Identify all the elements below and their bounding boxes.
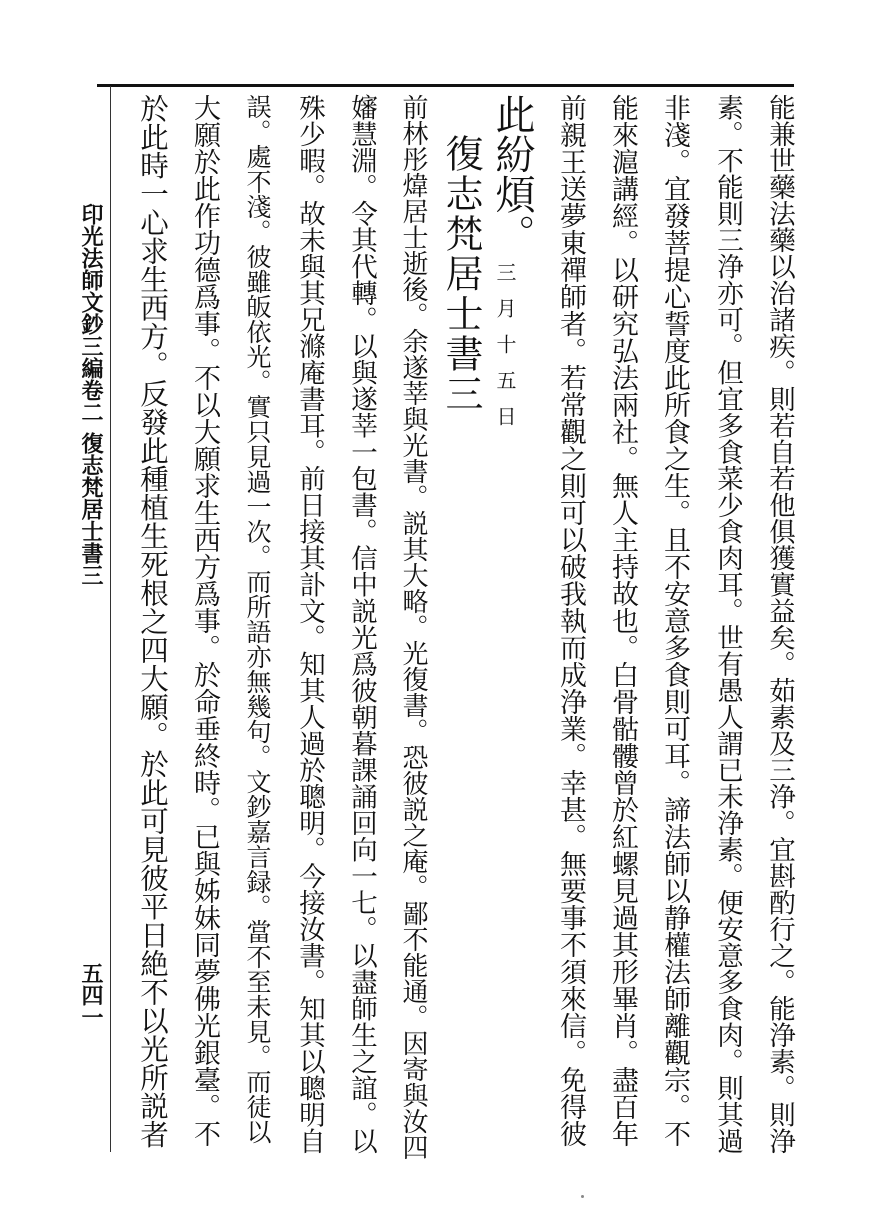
text-column-2: 素。不能則三浄亦可。但宜多食菜少食肉耳。世有愚人謂已未浄素。便安意多食肉。則其過 — [712, 94, 743, 1154]
letter-title: 復志梵居士書三 — [439, 134, 483, 414]
text-column-10: 殊少暇。故未與其兄滌庵書耳。前日接其訃文。知其人過於聰明。今接汝書。知其以聰明自 — [294, 94, 325, 1154]
text-column-11: 誤。處不淺。彼雖皈依光。實只見過一次。而所語亦無幾句。文鈔嘉言録。當不至未見。而徒以 — [243, 94, 272, 1144]
section-title-margin: 復志梵居士書三 — [78, 432, 104, 586]
text-column-4: 能來滬講經。以研究弘法兩社。無人主持故也。白骨骷髏曾於紅螺見過其形畢肖。盡百年 — [607, 94, 638, 1147]
margin-rule — [110, 86, 111, 1152]
text-column-5: 前親王送夢東禪師者。若常觀之則可以破我執而成浄業。幸甚。無要事不須來信。免得彼 — [555, 94, 586, 1147]
text-column-13: 於此時一心求生西方。反發此種植生死根之四大願。於此可見彼平日絶不以光所説者 — [136, 94, 169, 1149]
date-note: 三月十五日 — [493, 262, 517, 442]
text-column-12: 大願於此作功德爲事。不以大願求生西方爲事。於命垂終時。已與姊妹同夢佛光銀臺。不 — [189, 94, 220, 1147]
text-column-8: 前林彤煒居士逝後。余遂莘與光書。説其大略。光復書。恐彼説之庵。鄙不能通。因寄與汝四 — [398, 94, 428, 1160]
top-rule — [97, 84, 794, 87]
page-number: 五四一 — [78, 962, 104, 1028]
text-column-6: 此紛煩。 — [489, 94, 535, 254]
text-column-1: 能兼世藥法藥以治諸疾。則若自若他俱獲實益矣。茹素及三浄。宜斟酌行之。能浄素。則浄 — [764, 94, 795, 1154]
scan-speck — [581, 1195, 584, 1198]
text-column-9: 嬸慧淵。令其代轉。以與遂莘一包書。信中説光爲彼朝暮課誦回向一七。以盡師生之誼。以 — [346, 94, 377, 1154]
text-column-3: 非淺。宜發菩提心誓度此所食之生。且不安意多食則可耳。諦法師以静權法師離觀宗。不 — [659, 94, 690, 1147]
book-title-margin: 印光法師文鈔三編卷二 — [78, 203, 104, 423]
